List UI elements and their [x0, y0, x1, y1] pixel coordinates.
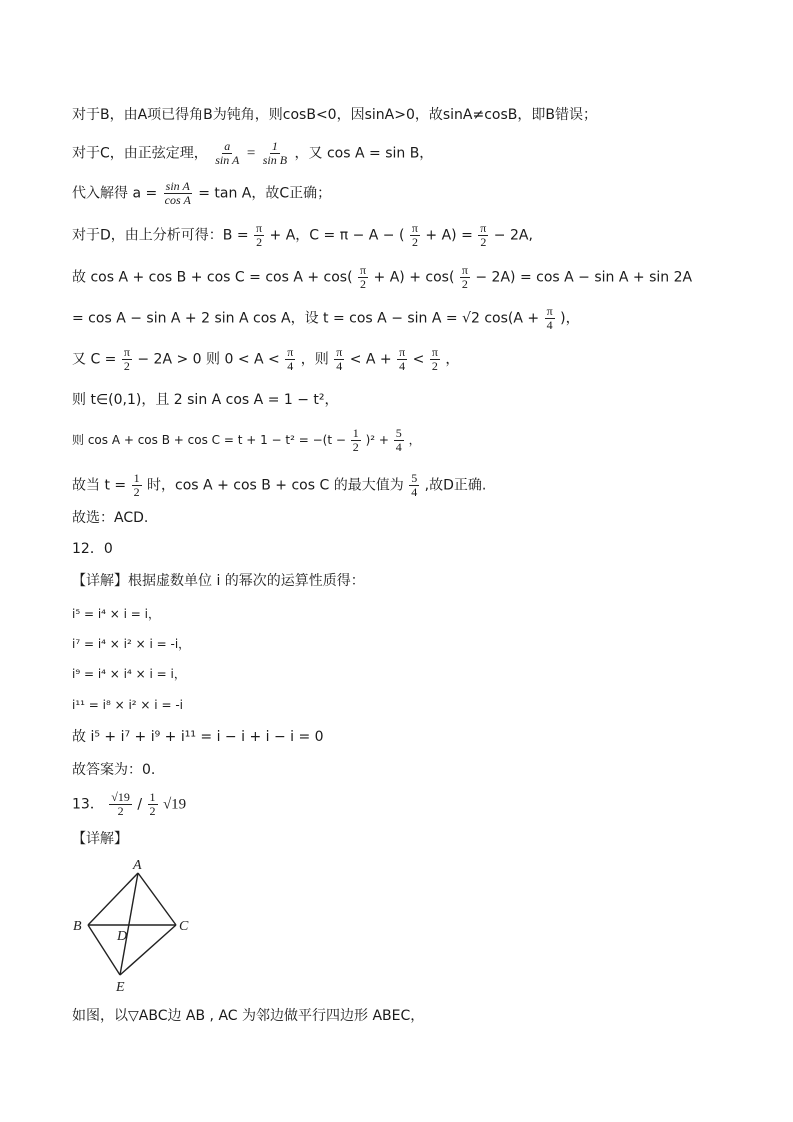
label-b: B — [73, 919, 82, 934]
line-option-d — [72, 222, 533, 249]
text: i⁷ = i⁴ × i² × i = -i， — [72, 637, 191, 651]
fraction: $\frac{a}{\text{sin A}}$ — [215, 139, 240, 167]
fraction: $\frac{\pi}{4}$ — [399, 345, 406, 373]
text: = tan A，故C正确； — [198, 185, 332, 202]
text: + A) = — [425, 227, 473, 244]
fraction: $\frac{√19}{2}$ — [111, 790, 130, 818]
line-answer-12 — [72, 761, 155, 779]
text: 代入解得 a = — [72, 185, 158, 202]
text: ，又 cos A = sin B， — [294, 145, 434, 162]
line-i9 — [72, 665, 186, 683]
text: − 2A) = cos A − sin A + sin 2A — [475, 269, 693, 286]
text: + A) + cos( — [373, 269, 455, 286]
text: 【详解】根据虚数单位 i 的幂次的运算性质得： — [72, 573, 365, 589]
text: = — [246, 145, 256, 162]
text: − 2A > 0 则 0 < A < — [137, 351, 280, 368]
text: i⁹ = i⁴ × i⁴ × i = i， — [72, 667, 186, 681]
edge-be — [88, 925, 120, 975]
text: 又 C = — [72, 351, 117, 368]
line-option-c — [72, 140, 433, 167]
text: ，则 — [300, 351, 329, 368]
line-quadratic — [72, 427, 421, 454]
line-substitute — [72, 180, 331, 207]
label-d: D — [117, 929, 128, 944]
line-detail-12 — [72, 572, 365, 590]
text: ， — [445, 351, 460, 368]
text: ,故D正确. — [424, 477, 487, 494]
text: 故答案为：0. — [72, 762, 156, 778]
text: < — [412, 351, 425, 368]
line-question-12 — [72, 540, 113, 558]
line-maximum — [72, 472, 486, 499]
text: )， — [560, 310, 580, 327]
line-cos-sum — [72, 264, 692, 291]
text: < A + — [349, 351, 392, 368]
line-answer-11 — [72, 509, 148, 527]
text: / — [137, 796, 143, 813]
edge-ac — [138, 873, 176, 925]
fraction: $\frac{\pi}{2}$ — [431, 345, 438, 373]
fraction: $\frac{1}{2}$ — [352, 426, 359, 454]
fraction: $\frac{\pi}{2}$ — [480, 221, 487, 249]
text: 13． — [72, 796, 104, 813]
text: + A，C = π − A − ( — [269, 227, 405, 244]
text: 故当 t = — [72, 477, 127, 494]
label-c: C — [179, 919, 189, 934]
line-i5 — [72, 605, 160, 623]
text: − 2A, — [493, 227, 533, 244]
line-detail-13 — [72, 830, 128, 848]
text: 对于B，由A项已得角B为钝角，则cosB<0，因sinA>0，故sinA≠cosB，即B错误； — [72, 107, 597, 123]
fraction: $\frac{\pi}{2}$ — [123, 345, 130, 373]
text: 则 cos A + cos B + cos C = t + 1 − t² = −(t − — [72, 433, 346, 447]
text: = cos A − sin A + 2 sin A cos A，设 t = cos A − sin A = √2 cos(A + — [72, 310, 540, 327]
fraction: $\frac{\pi}{4}$ — [336, 345, 343, 373]
text: )² + — [365, 433, 389, 447]
fraction: $\frac{1}{\text{sin B}}$ — [262, 139, 288, 167]
label-a: A — [133, 858, 142, 873]
text: i¹¹ = i⁸ × i² × i = -i — [72, 698, 183, 712]
fraction: $\frac{1}{2}$ — [133, 471, 140, 499]
fraction: $\frac{\pi}{2}$ — [461, 263, 468, 291]
fraction: $\frac{\pi}{4}$ — [287, 345, 294, 373]
line-range-a — [72, 346, 459, 373]
fraction: $\frac{1}{2}$ — [149, 790, 156, 818]
fraction: $\frac{\text{sin A}}{\text{cos A}}$ — [164, 179, 191, 207]
text: i⁵ = i⁴ × i = i， — [72, 607, 161, 621]
text: 对于C，由正弦定理， — [72, 145, 208, 162]
line-construction — [72, 1007, 424, 1025]
text: 12．0 — [72, 541, 113, 557]
text: 【详解】 — [72, 831, 128, 847]
text: √19 — [162, 796, 187, 813]
text: 故 i⁵ + i⁷ + i⁹ + i¹¹ = i − i + i − i = 0 — [72, 729, 324, 745]
line-option-b — [72, 106, 597, 124]
line-i11 — [72, 696, 183, 714]
text: 则 t∈(0,1)，且 2 sin A cos A = 1 − t²， — [72, 392, 339, 408]
text: 如图，以▽ABC边 AB , AC 为邻边做平行四边形 ABEC， — [72, 1008, 425, 1024]
text: 故 cos A + cos B + cos C = cos A + cos( — [72, 269, 353, 286]
text: 对于D，由上分析可得：B = — [72, 227, 249, 244]
line-question-13 — [72, 791, 186, 818]
edge-ce — [120, 925, 176, 975]
fraction: $\frac{5}{4}$ — [395, 426, 402, 454]
text: ， — [408, 433, 421, 447]
fraction: $\frac{5}{4}$ — [411, 471, 418, 499]
fraction: $\frac{\pi}{2}$ — [360, 263, 367, 291]
text: 故选：ACD. — [72, 510, 149, 526]
fraction: $\frac{\pi}{2}$ — [256, 221, 263, 249]
text: 时，cos A + cos B + cos C 的最大值为 — [147, 477, 404, 494]
fraction: $\frac{\pi}{4}$ — [546, 304, 553, 332]
line-t-range — [72, 391, 339, 409]
fraction: $\frac{\pi}{2}$ — [411, 221, 418, 249]
label-e: E — [116, 980, 125, 995]
parallelogram-diagram — [68, 855, 198, 995]
line-i-sum — [72, 728, 324, 746]
line-set-t — [72, 305, 580, 332]
line-i7 — [72, 635, 190, 653]
